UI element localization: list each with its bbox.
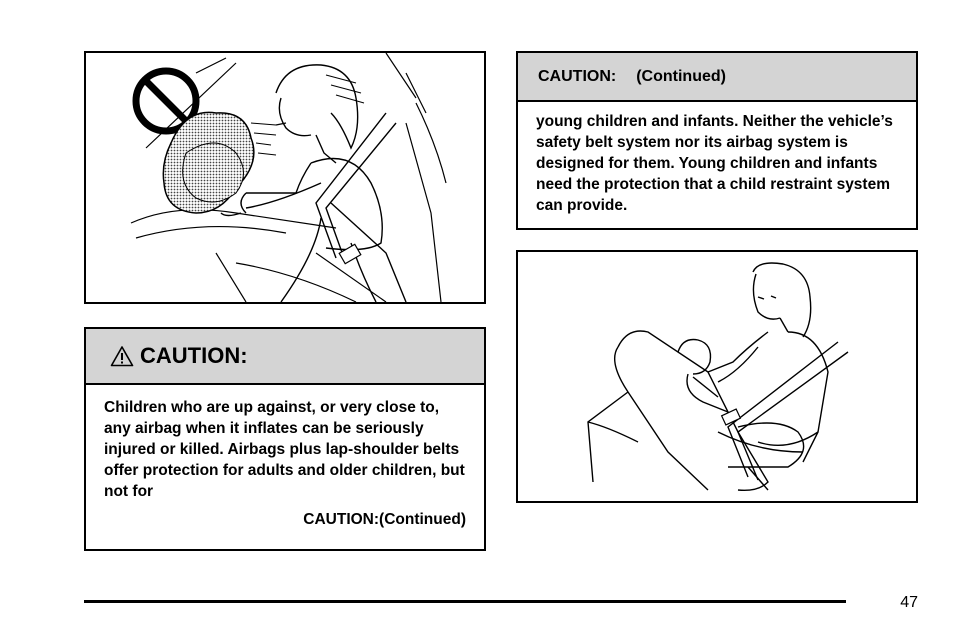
continued-label: CAUTION: <box>303 511 380 528</box>
warning-triangle-icon <box>110 345 134 367</box>
caution-continued-body: young children and infants. Neither the vehicle’s safety belt system nor its airbag system is designed for them. Young children and infants need the protection that a child restraint system can provide. <box>536 113 893 214</box>
caution-continued-note <box>303 511 466 529</box>
caution-title: CAUTION: <box>140 343 248 368</box>
child-on-lap-illustration <box>516 250 918 503</box>
airbag-child-illustration <box>84 51 486 304</box>
caution-continued-box <box>516 51 918 230</box>
continued-text: (Continued) <box>379 511 466 528</box>
page-number: 47 <box>900 594 918 611</box>
caution-body: Children who are up against, or very close to, any airbag when it inflates can be seriously injured or killed. Airbags plus lap-shoulder belts offer protection for adults and older children, but not for <box>104 399 465 500</box>
child-on-lap-drawing <box>518 252 916 501</box>
footer-rule <box>84 600 846 603</box>
caution-continued-header <box>518 53 916 102</box>
airbag-child-drawing <box>86 53 484 302</box>
caution-header <box>86 329 484 385</box>
caution-continued-text: (Continued) <box>636 67 726 85</box>
caution-box <box>84 327 486 551</box>
caution-continued-label: CAUTION: <box>538 67 617 85</box>
